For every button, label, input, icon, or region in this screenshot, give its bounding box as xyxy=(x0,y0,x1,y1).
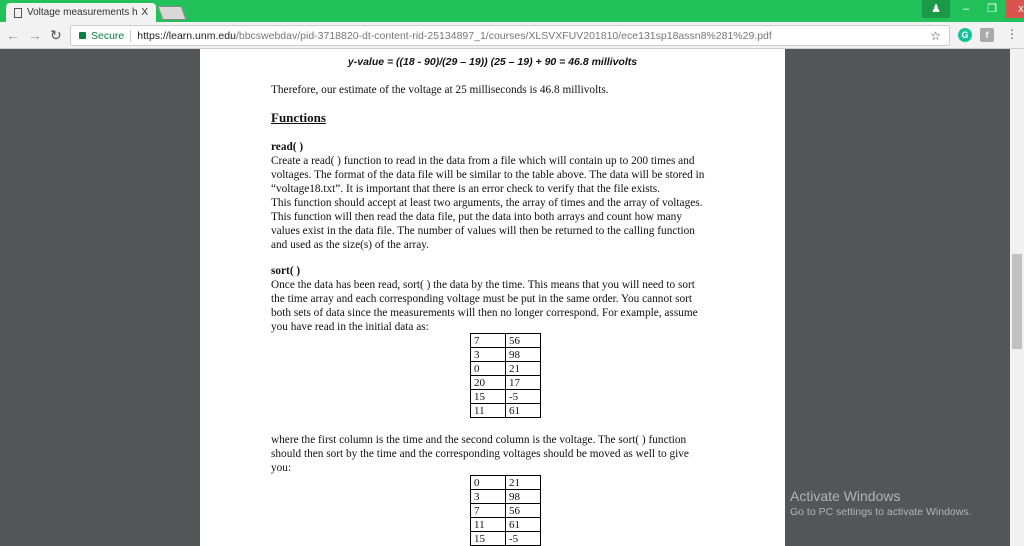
sort-heading: sort( ) xyxy=(271,265,301,277)
reload-icon[interactable]: ↻ xyxy=(50,27,62,43)
text-line: Create a read( ) function to read in the data from a file which will contain up to 200 times and xyxy=(271,155,695,167)
user-icon[interactable]: ♟ xyxy=(922,0,950,18)
time-cell: 7 xyxy=(471,334,506,348)
menu-icon[interactable]: ⋮ xyxy=(1006,27,1018,41)
voltage-cell: 21 xyxy=(506,362,541,376)
initial-data-table xyxy=(470,333,541,418)
table-row xyxy=(471,390,541,404)
table-row xyxy=(471,334,541,348)
time-cell: 0 xyxy=(471,362,506,376)
tab-voltage-measurements[interactable] xyxy=(6,3,156,22)
text-line: Once the data has been read, sort( ) the data by the time. This means that you will need to sort xyxy=(271,279,695,291)
toolbar xyxy=(0,22,1024,49)
watermark-title: Activate Windows xyxy=(790,488,901,504)
time-cell: 11 xyxy=(471,404,506,418)
text-line: This function will then read the data file, put the data into both arrays and count how many xyxy=(271,211,682,223)
voltage-cell: -5 xyxy=(506,390,541,404)
voltage-cell: -5 xyxy=(506,532,541,546)
time-cell: 0 xyxy=(471,476,506,490)
formula: y-value = ((18 - 90)/(29 – 19)) (25 – 19) + 90 = 46.8 millivolts xyxy=(347,56,638,68)
watermark-subtitle: Go to PC settings to activate Windows. xyxy=(790,506,972,518)
voltage-cell: 98 xyxy=(506,348,541,362)
pdf-page xyxy=(200,49,785,546)
text-line: and used as the size(s) of the array. xyxy=(271,239,429,251)
voltage-cell: 56 xyxy=(506,504,541,518)
table-row xyxy=(471,476,541,490)
time-cell: 3 xyxy=(471,348,506,362)
after-description xyxy=(271,433,741,475)
time-cell: 15 xyxy=(471,390,506,404)
text-line: both sets of data since the measurements will then no longer correspond. For example, assume xyxy=(271,307,698,319)
text-line: This function should accept at least two arguments, the array of times and the array of voltages. xyxy=(271,197,703,209)
restore-button[interactable]: ❐ xyxy=(987,3,997,15)
table-row xyxy=(471,490,541,504)
scrollbar-thumb[interactable] xyxy=(1012,254,1022,349)
voltage-cell: 61 xyxy=(506,518,541,532)
time-cell: 7 xyxy=(471,504,506,518)
time-cell: 3 xyxy=(471,490,506,504)
table-row xyxy=(471,504,541,518)
voltage-cell: 17 xyxy=(506,376,541,390)
lock-icon xyxy=(79,32,86,39)
sort-description xyxy=(271,278,741,334)
text-line: should then sort by the time and the corresponding voltages should be moved as well to give xyxy=(271,448,689,460)
tab-title: Voltage measurements h xyxy=(27,7,138,18)
activate-windows-watermark xyxy=(790,488,972,518)
url-host: https://learn.unm.edu xyxy=(137,29,236,42)
secure-label: Secure xyxy=(91,30,131,42)
table-row xyxy=(471,404,541,418)
text-line: “voltage18.txt”. It is important that there is an error check to verify that the file exists. xyxy=(271,183,660,195)
text-line: the time array and each corresponding voltage must be put in the same order. You cannot sort xyxy=(271,293,693,305)
text-line: values exist in the data file. The number of values will then be returned to the calling function xyxy=(271,225,695,237)
text-line: you have read in the initial data as: xyxy=(271,321,429,333)
url-path: /bbcswebdav/pid-3718820-dt-content-rid-25134897_1/courses/XLSVXFUV201810/ece131sp18assn8%281%29.pdf xyxy=(235,29,772,42)
table-row xyxy=(471,362,541,376)
back-icon[interactable]: ← xyxy=(6,27,20,43)
table-row xyxy=(471,376,541,390)
document-icon xyxy=(14,8,22,18)
bookmark-star-icon[interactable]: ☆ xyxy=(930,28,941,43)
sorted-data-table xyxy=(470,475,541,546)
therefore-text: Therefore, our estimate of the voltage at 25 milliseconds is 46.8 millivolts. xyxy=(271,84,609,96)
close-window-button[interactable]: x xyxy=(1006,0,1024,18)
voltage-cell: 56 xyxy=(506,334,541,348)
facebook-extension-icon[interactable]: f xyxy=(980,28,994,42)
functions-heading: Functions xyxy=(271,110,326,125)
voltage-cell: 98 xyxy=(506,490,541,504)
minimize-button[interactable]: – xyxy=(962,3,970,15)
grammarly-icon[interactable]: G xyxy=(958,28,972,42)
time-cell: 15 xyxy=(471,532,506,546)
tab-bar xyxy=(0,0,1024,22)
voltage-cell: 61 xyxy=(506,404,541,418)
vertical-scrollbar[interactable] xyxy=(1010,49,1024,546)
new-tab-button[interactable] xyxy=(157,6,186,20)
text-line: where the first column is the time and the second column is the voltage. The sort( ) function xyxy=(271,434,687,446)
time-cell: 11 xyxy=(471,518,506,532)
forward-icon[interactable]: → xyxy=(28,27,42,43)
text-line: you: xyxy=(271,462,292,474)
read-description xyxy=(271,154,741,252)
table-row xyxy=(471,348,541,362)
table-row xyxy=(471,532,541,546)
time-cell: 20 xyxy=(471,376,506,390)
address-bar[interactable] xyxy=(70,25,950,46)
table-row xyxy=(471,518,541,532)
voltage-cell: 21 xyxy=(506,476,541,490)
tab-close-button[interactable]: X xyxy=(141,7,148,18)
text-line: voltages. The format of the data file will be similar to the table above. The data will be stored in xyxy=(271,169,705,181)
read-heading: read( ) xyxy=(271,141,304,153)
